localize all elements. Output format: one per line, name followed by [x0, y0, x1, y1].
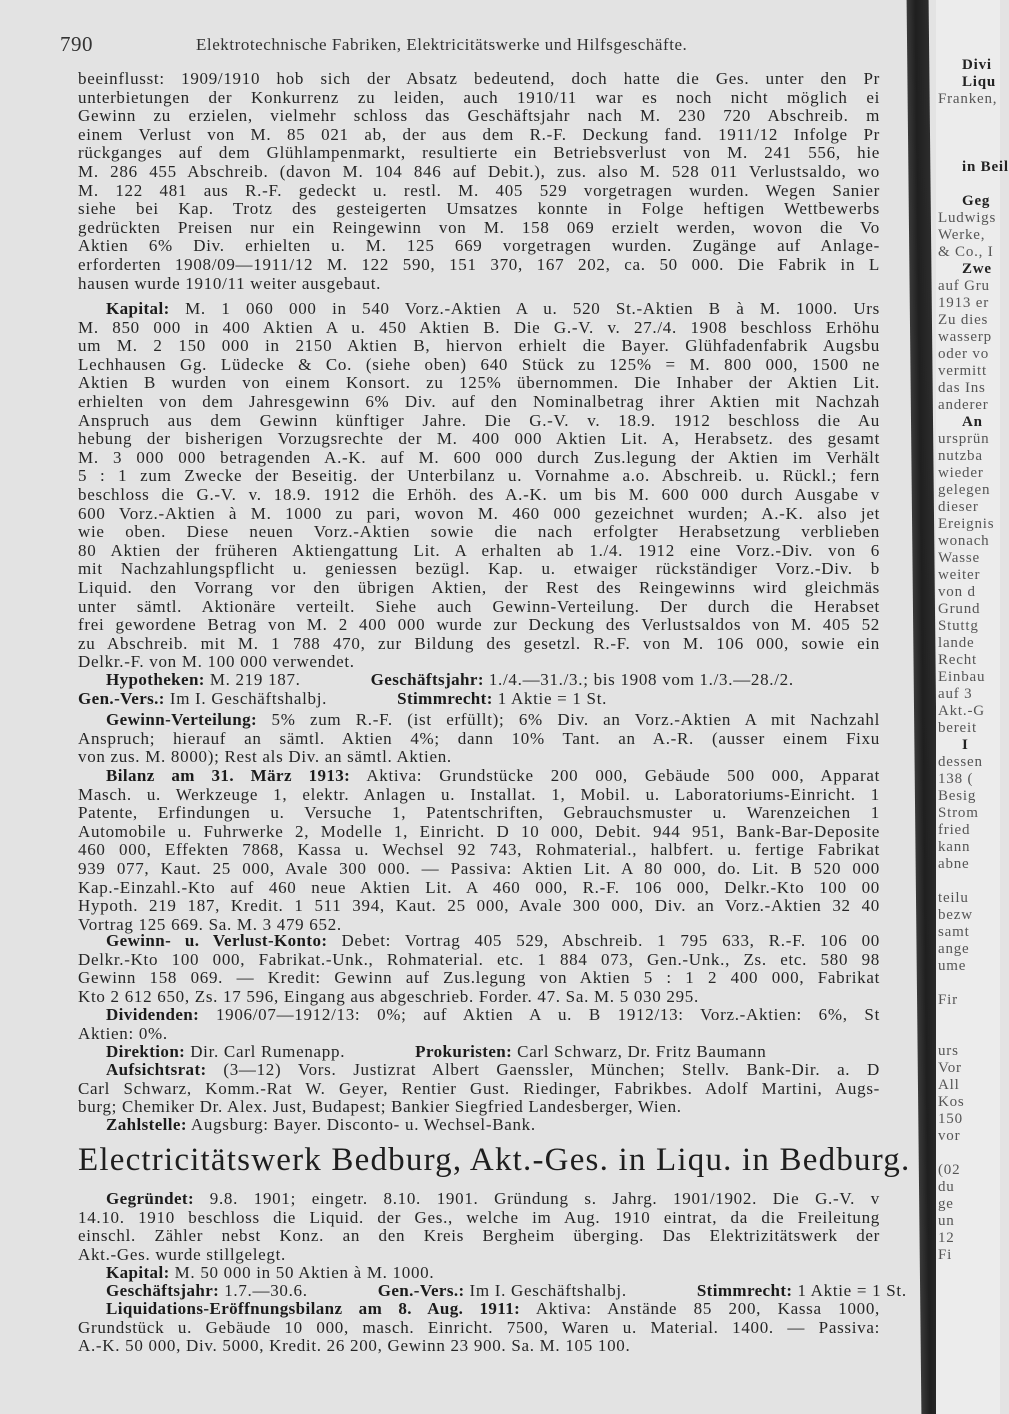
line-text: Anspruch aus dem Gewinn künftiger Jahre. Die G.-V. v. 18.9. 1912 beschloss die Au: [78, 410, 880, 430]
line-text: wie oben. Diese neuen Vorz.-Aktien sowie die nach erfolgter Herabsetzung verblieben: [78, 522, 880, 542]
adjacent-page-line: Ludwigs: [938, 210, 997, 226]
line-text: M. 1 060 000 in 540 Vorz.-Aktien A u. 520 St.-Aktien B à M. 1000. Urs: [185, 299, 880, 318]
adjacent-page-line: Einbau: [938, 669, 986, 685]
line-text: von zus. M. 8000); Rest als Div. an sämtl. Aktien.: [78, 747, 452, 767]
adjacent-page-line: urs: [938, 1043, 959, 1059]
text-line: [78, 804, 880, 823]
text-line: [78, 374, 880, 393]
text-line: [78, 879, 880, 898]
text-line: [78, 219, 880, 238]
line-text: um M. 2 150 000 in 2150 Aktien B, hiervon erhielt die Bayer. Glühfadenfabrik Augsbu: [78, 336, 880, 356]
line-text: 14.10. 1910 beschloss die Liquid. der Ges., welche im Aug. 1910 eintrat, da die Freileitung: [78, 1207, 880, 1227]
text-line: [78, 690, 880, 709]
line-text: Carl Schwarz, Komm.-Rat W. Geyer, Rentier Gust. Riedinger, Fabrikbes. Adolf Martini, Augs-: [78, 1078, 880, 1098]
line-text: M. 286 455 Abschreib. (davon M. 104 846 auf Debit.), zus. also M. 528 011 Verlustsaldo, wo: [78, 161, 880, 181]
line-text: hausen wurde 1910/11 weiter ausgebaut.: [78, 273, 382, 293]
paragraph: [78, 1043, 880, 1062]
line-text: 5% zum R.-F. (ist erfüllt); 6% Div. an Vorz.-Aktien A mit Nachzahl: [271, 710, 880, 729]
adjacent-page-line: [938, 108, 1009, 125]
text-line: [78, 616, 880, 635]
text-line: [78, 969, 880, 988]
line-text: Hypoth. 219 187, Kredit. 1 511 394, Kaut. 25 000, Avale 300 000, Div. an Vorz.-Aktien 32 40: [78, 896, 880, 916]
text-line: [78, 1209, 880, 1228]
text-line: [78, 560, 880, 579]
adjacent-page-line: Divi: [962, 57, 992, 73]
adjacent-page-line: in Beil: [962, 159, 1009, 175]
line-text: 939 077, Kaut. 25 000, Avale 300 000. — Passiva: Aktien Lit. A 80 000, do. Lit. B 520 000: [78, 858, 880, 878]
text-line: [78, 1319, 880, 1338]
text-line: [78, 786, 880, 805]
line-text: burg; Chemiker Dr. Alex. Just, Budapest; Bankier Siegfried Landesberger, Wien.: [78, 1097, 682, 1117]
line-text: 80 Aktien der früheren Aktiengattung Lit. A erhalten ab 1./4. 1912 eine Vorz.-Div. von 6: [78, 540, 880, 560]
text-line: [78, 1227, 880, 1246]
line-text: Carl Schwarz, Dr. Fritz Baumann: [517, 1042, 767, 1061]
line-text: Masch. u. Werkzeuge 1, elektr. Anlagen u. Installat. 1, Mobil. u. Laboratoriums-Einricht. 1: [78, 784, 880, 804]
adjacent-page-line: dieser: [938, 499, 979, 515]
line-text: erhielten von dem Jahresgewinn 6% Div. auf den Nominalbetrag ihrer Aktien mit Nachzah: [78, 391, 880, 411]
text-line: [78, 671, 880, 690]
text-line: [78, 256, 880, 275]
adjacent-page-line: bereit: [938, 720, 977, 736]
field-label: Gewinn- u. Verlust-Konto:: [106, 931, 328, 950]
adjacent-page-line: wieder: [938, 465, 984, 481]
field-label: Hypotheken:: [106, 670, 205, 689]
adjacent-page-line: anderer: [938, 397, 989, 413]
paragraph: [78, 1300, 880, 1356]
text-line: [78, 635, 880, 654]
line-text: Debet: Vortrag 405 529, Abschreib. 1 795 633, R.-F. 106 00: [341, 931, 880, 950]
line-text: A.-K. 50 000, Div. 5000, Kredit. 26 200, Gewinn 23 900. Sa. M. 105 100.: [78, 1336, 631, 1356]
line-text: beeinflusst: 1909/1910 hob sich der Absatz bedeutend, doch hatte die Ges. unter den Pr: [78, 69, 880, 88]
field-label: Aufsichtsrat:: [106, 1060, 207, 1079]
text-line: [78, 1246, 880, 1265]
paragraph: [78, 300, 880, 672]
text-line: [78, 1337, 880, 1356]
text-line: [78, 1061, 880, 1080]
line-text: beschloss die G.-V. v. 18.9. 1912 die Erhöh. des A.-K. um bis M. 600 000 durch Ausgabe v: [78, 484, 880, 504]
adjacent-page-line: Liqu: [962, 74, 997, 90]
field-label: Stimmrecht:: [397, 688, 493, 708]
adjacent-page-line: ursprün: [938, 431, 990, 447]
adjacent-page-line: oder vo: [938, 346, 990, 362]
text-line: [78, 1281, 907, 1301]
adjacent-page-line: von d: [938, 584, 976, 600]
line-text: 600 Vorz.-Aktien à M. 1000 zu pari, wovon M. 460 000 gezeichnet wurden; A.-K. also jet: [78, 503, 880, 523]
line-text: Grundstück u. Gebäude 10 000, masch. Einricht. 7500, Waren u. Material. 1400. — Passiva:: [78, 1317, 880, 1337]
line-text: Kap.-Einzahl.-Kto auf 460 neue Aktien Lit. A 460 000, R.-F. 106 000, Delkr.-Kto 100 00: [78, 877, 880, 897]
line-text: 1 Aktie = 1 St.: [497, 688, 608, 708]
adjacent-page-line: Besig: [938, 788, 977, 804]
text-line: [78, 1098, 880, 1117]
paragraph: [78, 932, 880, 1006]
adjacent-page-line: weiter: [938, 567, 981, 583]
text-line: [78, 1080, 880, 1099]
adjacent-page-line: Kos: [938, 1094, 965, 1110]
adjacent-page-line: Ereignis: [938, 516, 995, 532]
paragraph: [78, 671, 880, 708]
line-text: Im I. Geschäftshalbj.: [169, 688, 328, 708]
paragraph: [78, 1264, 880, 1283]
adjacent-page-line: Stuttg: [938, 618, 979, 634]
line-text: 1.7.—30.6.: [224, 1281, 308, 1300]
line-text: erforderten 1908/09—1911/12 M. 122 590, 151 370, 167 202, ca. 50 000. Die Fabrik in L: [78, 254, 880, 274]
paragraph: [78, 1116, 880, 1135]
adjacent-page-line: Vor: [938, 1060, 962, 1076]
text-line: [78, 144, 880, 163]
text-line: [78, 1190, 880, 1209]
text-line: [78, 860, 880, 879]
line-text: 1./4.—31./3.; bis 1908 vom 1./3.—28./2.: [488, 670, 794, 689]
text-line: [78, 748, 880, 767]
line-text: M. 122 481 aus R.-F. gedeckt u. restl. M. 405 529 vorgetragen wurden. Wegen Sanier: [78, 180, 880, 200]
text-line: [78, 412, 880, 431]
text-line: [78, 182, 880, 201]
line-text: frei gewordene Betrag von M. 2 400 000 wurde zur Deckung des Verlustsaldos von M. 405 52: [78, 615, 880, 635]
paragraph: [78, 1281, 907, 1301]
adjacent-page-line: Fi: [938, 1247, 953, 1263]
text-line: [78, 1043, 880, 1062]
text-line: [78, 711, 880, 730]
line-text: Anspruch; hierauf an sämtl. Aktien 4%; dann 10% Tant. an A.-R. (ausser einem Fixu: [78, 728, 880, 748]
text-line: [78, 486, 880, 505]
adjacent-page-line: & Co., I: [938, 244, 994, 260]
adjacent-page-line: nutzba: [938, 448, 983, 464]
text-line: [78, 730, 880, 749]
text-line: [78, 579, 880, 598]
line-text: Akt.-Ges. wurde stillgelegt.: [78, 1244, 286, 1264]
line-text: Aktien 6% Div. erhielten u. M. 125 669 vorgetragen wurden. Zugänge auf Anlage-: [78, 236, 880, 256]
text-line: [78, 163, 880, 182]
adjacent-page-line: Zu dies: [938, 312, 989, 328]
paragraph: [78, 70, 880, 293]
line-text: Delkr.-F. von M. 100 000 verwendet.: [78, 652, 355, 672]
line-text: Patente, Erfindungen u. Versuche 1, Patentschriften, Gebrauchsmuster u. Warenzeichen 1: [78, 803, 880, 823]
line-text: Automobile u. Fuhrwerke 2, Modelle 1, Einricht. D 10 000, Debit. 944 951, Bank-Bar-Deposite: [78, 821, 880, 841]
adjacent-page-line: bezw: [938, 907, 973, 923]
text-line: [78, 70, 880, 89]
adjacent-page-line: Zwe: [962, 261, 992, 277]
adjacent-page-line: [938, 176, 1009, 193]
field-label: Geschäftsjahr:: [370, 670, 484, 689]
text-line: [78, 1116, 880, 1135]
line-text: Vortrag 125 669. Sa. M. 3 479 652.: [78, 914, 342, 934]
adjacent-page-line: kann: [938, 839, 971, 855]
field-label: Liquidations-Eröffnungsbilanz am 8. Aug. 1911:: [106, 1299, 521, 1318]
adjacent-page-line: I: [962, 737, 969, 753]
text-line: [78, 988, 880, 1007]
text-line: [78, 200, 880, 219]
field-label: Kapital:: [106, 299, 170, 318]
adjacent-page-line: un: [938, 1213, 955, 1229]
text-line: [78, 951, 880, 970]
text-line: [78, 300, 880, 319]
adjacent-page-line: 12: [938, 1230, 955, 1246]
line-text: 460 000, Effekten 7868, Kassa u. Wechsel 92 743, Rohmaterial., halbfert. u. fertige Fabrikat: [78, 840, 880, 860]
adjacent-page-line: vermitt: [938, 363, 987, 379]
text-line: [78, 598, 880, 617]
adjacent-page-line: Strom: [938, 805, 979, 821]
adjacent-page-line: du: [938, 1179, 955, 1195]
line-text: einem Verlust von M. 85 021 ab, der aus dem R.-F. Deckung fand. 1911/12 Infolge Pr: [78, 124, 880, 144]
adjacent-page-line: wonach: [938, 533, 990, 549]
line-text: M. 219 187.: [209, 670, 301, 689]
line-text: Aktien B wurden von einem Konsort. zu 125% übernommen. Die Inhaber der Aktien Lit.: [78, 373, 880, 393]
page-number: 790: [60, 32, 93, 56]
adjacent-page-line: teilu: [938, 890, 969, 906]
line-text: M. 850 000 in 400 Aktien A u. 450 Aktien B. Die G.-V. v. 27./4. 1908 beschloss Erhöhu: [78, 317, 880, 337]
text-line: [78, 467, 880, 486]
field-label: Gen.-Vers.:: [377, 1281, 465, 1300]
adjacent-page-line: samt: [938, 924, 970, 940]
line-text: 9.8. 1901; eingetr. 8.10. 1901. Gründung s. Jahrg. 1901/1902. Die G.-V. v: [209, 1189, 881, 1208]
text-line: [78, 841, 880, 860]
main-text-column: [78, 0, 911, 1414]
line-text: gedrückten Preisen nur ein Reingewinn von M. 158 069 erzielt werden, wovon die Vo: [78, 217, 880, 237]
adjacent-page-line: [938, 1026, 1009, 1043]
adjacent-page-line: auf Gru: [938, 278, 990, 294]
adjacent-page-line: [938, 1009, 1009, 1026]
line-text: Gewinn zu erzielen, vielmehr schloss das Geschäftsjahr nach M. 230 720 Abschreib. m: [78, 106, 880, 126]
adjacent-page-line: [938, 1145, 1009, 1162]
paragraph: [78, 711, 880, 767]
adjacent-page-line: dessen: [938, 754, 983, 770]
adjacent-page: [936, 0, 1009, 1414]
paragraph: [78, 1061, 880, 1117]
line-text: 1 Aktie = 1 St.: [797, 1281, 907, 1300]
adjacent-page-line: All: [938, 1077, 960, 1093]
adjacent-page-line: ge: [938, 1196, 954, 1212]
adjacent-page-line: Fir: [938, 992, 958, 1008]
paragraph: [78, 1190, 880, 1264]
line-text: M. 50 000 in 50 Aktien à M. 1000.: [174, 1263, 435, 1282]
line-text: M. 3 000 000 betragenden A.-K. auf M. 600 000 durch Zus.legung der Aktien im Verhält: [78, 447, 880, 467]
line-text: rückganges auf dem Glühlampenmarkt, resultierte ein Betriebsverlust von M. 241 556, hie: [78, 143, 880, 163]
field-label: Geschäftsjahr:: [106, 1281, 220, 1300]
text-line: [78, 1025, 880, 1044]
text-line: [78, 393, 880, 412]
line-text: Aktiva: Anstände 85 200, Kassa 1000,: [535, 1299, 881, 1318]
text-line: [78, 319, 880, 338]
text-line: [78, 523, 880, 542]
adjacent-page-line: Werke,: [938, 227, 986, 243]
field-label: Direktion:: [106, 1042, 186, 1061]
adjacent-page-line: [938, 142, 1009, 159]
adjacent-page-fragments: [938, 57, 1009, 1264]
field-label: Stimmrecht:: [696, 1281, 793, 1300]
adjacent-page-line: ume: [938, 958, 967, 974]
line-text: unterbietungen der Konkurrenz zu leiden, auch 1910/11 war es noch nicht möglich ei: [78, 87, 880, 107]
text-line: [78, 505, 880, 524]
adjacent-page-line: An: [962, 414, 983, 430]
text-line: [78, 337, 880, 356]
text-line: [78, 237, 880, 256]
line-text: siehe bei Kap. Trotz des gesteigerten Umsatzes konnte in Folge heftigen Wettbewerbs: [78, 199, 880, 219]
text-line: [78, 89, 880, 108]
adjacent-page-line: 138 (: [938, 771, 974, 787]
line-text: Kto 2 612 650, Zs. 17 596, Eingang aus abgeschrieb. Forder. 47. Sa. M. 5 030 295.: [78, 986, 699, 1006]
adjacent-page-line: Akt.-G: [938, 703, 985, 719]
line-text: Augsburg: Bayer. Disconto- u. Wechsel-Bank.: [190, 1115, 536, 1134]
text-line: [78, 275, 880, 294]
field-label: Kapital:: [106, 1263, 170, 1282]
field-label: Gen.-Vers.:: [78, 688, 165, 708]
adjacent-page-line: Franken,: [938, 91, 998, 107]
line-text: Im I. Geschäftshalbj.: [469, 1281, 627, 1300]
text-line: [78, 1264, 880, 1283]
field-label: Zahlstelle:: [106, 1115, 187, 1134]
paragraph: [78, 767, 880, 934]
line-text: Lechhausen Gg. Lüdecke & Co. (siehe oben) 640 Stück zu 125% = M. 800 000, 1500 ne: [78, 354, 880, 374]
line-text: unter sämtl. Aktionäre verteilt. Siehe auch Gewinn-Verteilung. Der durch die Herabset: [78, 596, 880, 616]
adjacent-page-line: Wasse: [938, 550, 980, 566]
text-line: [78, 1006, 880, 1025]
field-label: Prokuristen:: [415, 1042, 513, 1061]
adjacent-page-line: (02: [938, 1162, 961, 1178]
text-line: [78, 1300, 880, 1319]
line-text: hebung der bisherigen Vorzugsrechte der M. 400 000 Aktien Lit. A, Herabsetz. des gesamt: [78, 429, 880, 449]
adjacent-page-line: das Ins: [938, 380, 986, 396]
adjacent-page-line: gelegen: [938, 482, 991, 498]
paragraph: [78, 1006, 880, 1043]
adjacent-page-line: Geg: [962, 193, 991, 209]
field-label: Gegründet:: [106, 1189, 195, 1208]
running-title: Elektrotechnische Fabriken, Elektricitätswerke und Hilfsgeschäfte.: [196, 35, 688, 54]
adjacent-page-line: 150: [938, 1111, 963, 1127]
adjacent-page-line: 1913 er: [938, 295, 990, 311]
adjacent-page-line: ange: [938, 941, 970, 957]
field-label: Dividenden:: [106, 1005, 200, 1024]
adjacent-page-line: [938, 975, 1009, 992]
line-text: Delkr.-Kto 100 000, Fabrikat.-Unk., Rohmaterial. etc. 1 884 073, Gen.-Unk., Zs. etc. 580 98: [78, 949, 880, 969]
line-text: Gewinn 158 069. — Kredit: Gewinn auf Zus.legung von Aktien 5 : 1 2 400 000, Fabrikat: [78, 968, 880, 988]
text-line: [78, 897, 880, 916]
line-text: Liquid. den Vorrang vor den übrigen Aktien, der Rest des Reingewinns wird gleichmäs: [78, 577, 880, 597]
line-text: Aktiva: Grundstücke 200 000, Gebäude 500 000, Apparat: [366, 766, 881, 785]
line-text: Aktien: 0%.: [78, 1023, 168, 1043]
text-line: [78, 932, 880, 951]
adjacent-page-line: Recht: [938, 652, 977, 668]
text-line: [78, 356, 880, 375]
adjacent-page-line: fried: [938, 822, 971, 838]
line-text: einschl. Zähler nebst Konz. an den Kreis Bergheim überging. Das Elektrizitätswerk der: [78, 1226, 880, 1246]
adjacent-page-line: vor: [938, 1128, 961, 1144]
field-label: Gewinn-Verteilung:: [106, 710, 258, 729]
line-text: (3—12) Vors. Justizrat Albert Gaenssler, München; Stellv. Bank-Dir. a. D: [223, 1060, 880, 1079]
line-text: 1906/07—1912/13: 0%; auf Aktien A u. B 1912/13: Vorz.-Aktien: 6%, St: [215, 1005, 880, 1024]
section-title: Electricitätswerk Bedburg, Akt.-Ges. in Liqu. in Bedburg.: [78, 1142, 911, 1178]
line-text: zu Abschreib. mit M. 1 788 470, zur Bildung des gesetzl. R.-F. von M. 106 000, sowie ein: [78, 633, 880, 653]
text-line: [78, 449, 880, 468]
text-line: [78, 430, 880, 449]
adjacent-page-line: wasserp: [938, 329, 992, 345]
adjacent-page-line: [938, 125, 1009, 142]
text-line: [78, 767, 880, 786]
adjacent-page-line: auf 3: [938, 686, 973, 702]
adjacent-page-line: Grund: [938, 601, 981, 617]
text-line: [78, 107, 880, 126]
text-line: [78, 823, 880, 842]
adjacent-page-line: [938, 873, 1009, 890]
line-text: mit Nachzahlungspflicht u. geniessen bezügl. Kap. u. etwaiger rückständiger Vorz.-Div. b: [78, 559, 880, 579]
text-line: [78, 126, 880, 145]
line-text: Dir. Carl Rumenapp.: [190, 1042, 346, 1061]
text-line: [78, 542, 880, 561]
adjacent-page-line: lande: [938, 635, 975, 651]
line-text: 5 : 1 zum Zwecke der Beseitig. der Unterbilanz u. Vornahme a.o. Abschreib. u. Rückl.; fern: [78, 466, 880, 486]
adjacent-page-line: abne: [938, 856, 970, 872]
field-label: Bilanz am 31. März 1913:: [106, 766, 351, 785]
